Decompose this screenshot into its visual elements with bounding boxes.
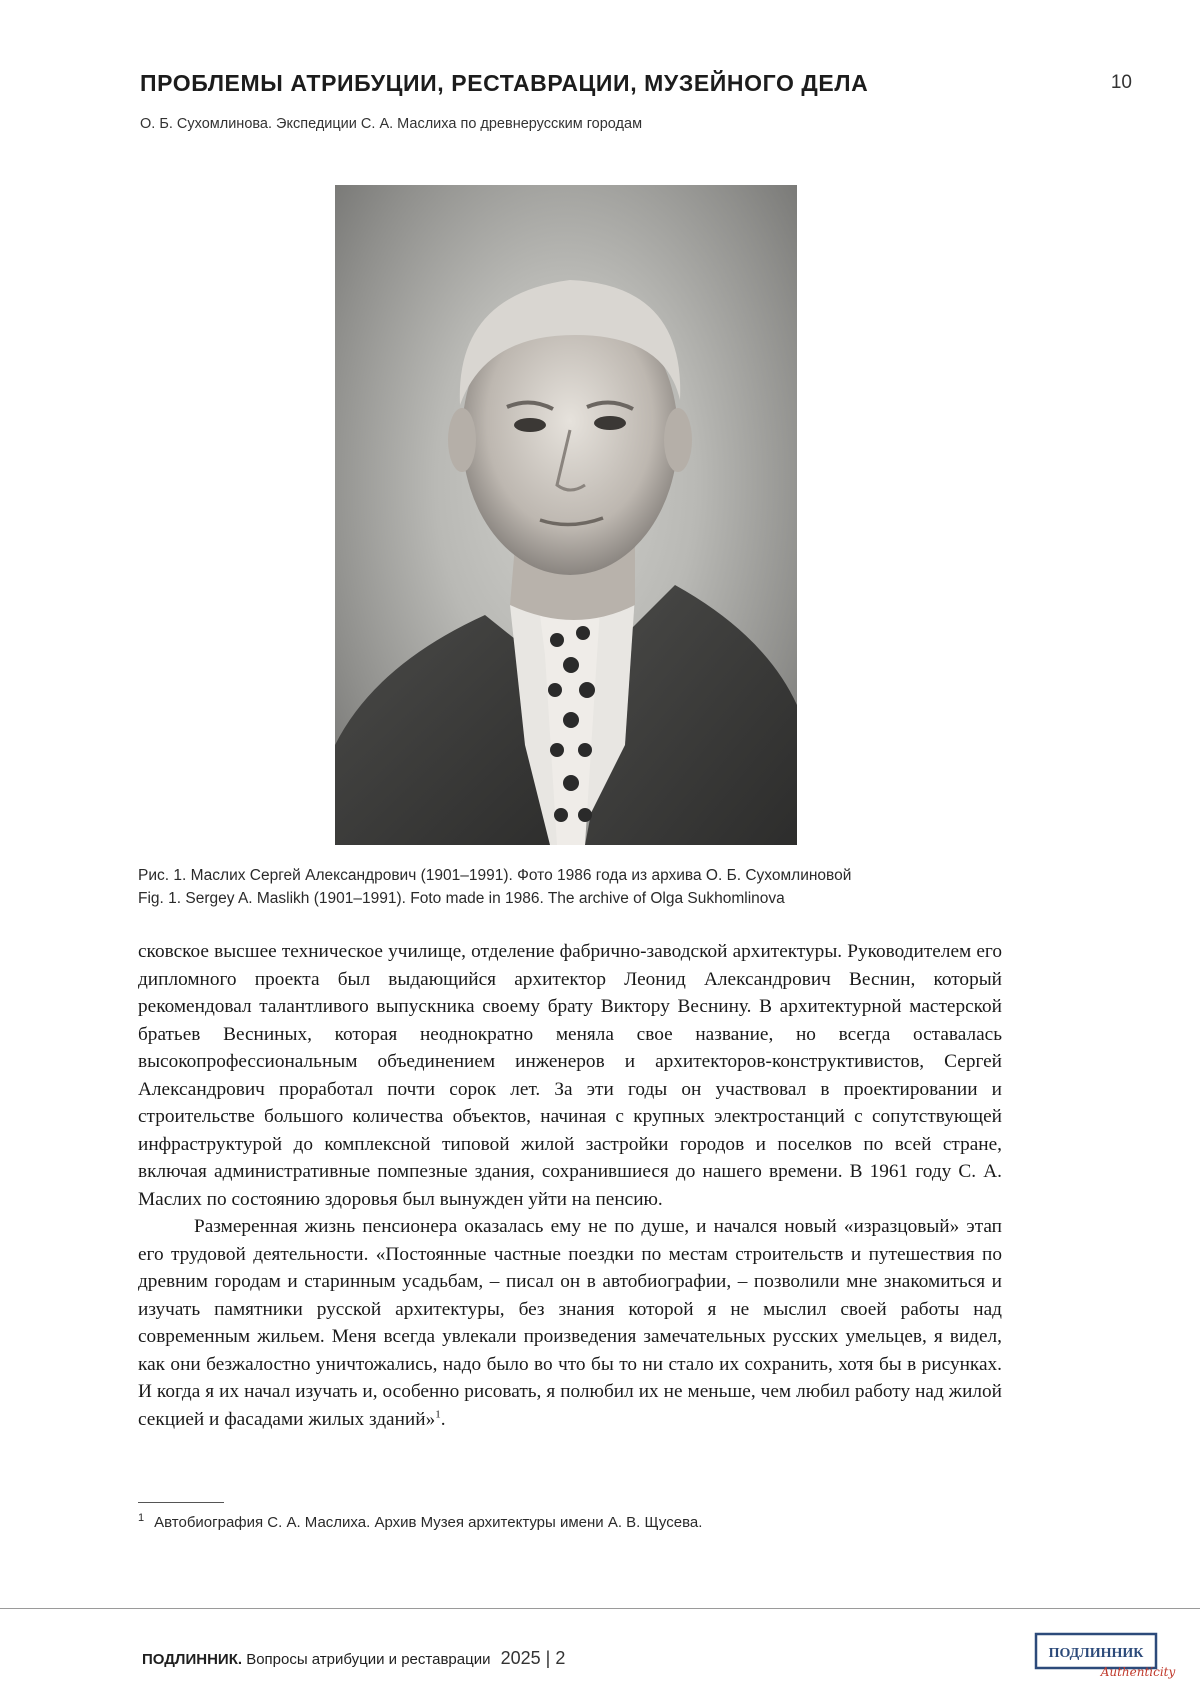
- figure-caption: [138, 864, 851, 910]
- footnote-divider: [138, 1502, 224, 1503]
- footer-divider: [0, 1608, 1200, 1609]
- caption-ru: Рис. 1. Маслих Сергей Александрович (1901–1991). Фото 1986 года из архива О. Б. Сухомлиновой: [138, 867, 852, 884]
- paragraph: сковское высшее техническое училище, отделение фабрично-заводской архитектуры. Руководителем его дипломного проекта был выдающийся архитектор Леонид Александрович Веснин, который рекомендовал талантливого выпускника своему брату Виктору Веснину. В архитектурной мастерской братьев Весниных, которая неоднократно меняла свое название, но всегда оставалась высокопрофессиональным объединением инженеров и архитекторов-конструктивистов, Сергей Александрович проработал почти сорок лет. За эти годы он участвовал в проектировании и строительстве большого количества объектов, начиная с крупных электростанций с сопутствующей инфраструктурой до комплексной типовой жилой застройки городов и поселков по всей стране, включая административные помпезные здания, сохранившиеся до нашего времени. В 1961 году С. А. Маслих по состоянию здоровья был вынужден уйти на пенсию.: [138, 941, 1002, 1210]
- caption-en: Fig. 1. Sergey A. Maslikh (1901–1991). Foto made in 1986. The archive of Olga Sukhomlinova: [138, 890, 785, 907]
- footnote-number: 1: [138, 1512, 145, 1524]
- journal-subtitle: Вопросы атрибуции и реставрации: [246, 1651, 491, 1668]
- paragraph-text: Размеренная жизнь пенсионера оказалась ему не по душе, и начался новый «изразцовый» этап его трудовой деятельности. «Постоянные частные поездки по местам строительств и путешествия по древним городам и старинным усадьбам, – писал он в автобиографии, – позволили мне знакомиться и изучать памятники русской архитектуры, без знания которой я не мыслил своей работы над современным жильем. Меня всегда увлекали произведения замечательных русских умельцев, я видел, как они безжалостно уничтожались, надо было во что бы то ни стало их сохранить, хотя бы в рисунках. И когда я их начал изучать и, особенно рисовать, я полюбил их не меньше, чем любил работу над жилой секцией и фасадами жилых зданий»: [138, 1216, 1002, 1430]
- journal-issue: 2025 | 2: [500, 1648, 566, 1668]
- footnote: [138, 1512, 702, 1531]
- section-title: ПРОБЛЕМЫ АТРИБУЦИИ, РЕСТАВРАЦИИ, МУЗЕЙНОГО ДЕЛА: [140, 70, 869, 96]
- footnote-ref[interactable]: 1: [435, 1408, 441, 1421]
- logo-text: ПОДЛИННИК: [1048, 1646, 1144, 1661]
- footnote-text: Автобиография С. А. Маслиха. Архив Музея архитектуры имени А. В. Щусева.: [154, 1514, 703, 1531]
- journal-logo: [1034, 1632, 1176, 1679]
- journal-name: ПОДЛИННИК.: [142, 1651, 243, 1668]
- journal-footer: [142, 1648, 565, 1669]
- article-body: [138, 938, 1002, 1433]
- paragraph: Размеренная жизнь пенсионера оказалась ему не по душе, и начался новый «изразцовый» этап его трудовой деятельности. «Постоянные частные поездки по местам строительств и путешествия по древним городам и старинным усадьбам, – писал он в автобиографии, – позволили мне знакомиться и изучать памятники русской архитектуры, без знания которой я не мыслил своей работы над современным жильем. Меня всегда увлекали произведения замечательных русских умельцев, я видел, как они безжалостно уничтожались, надо было во что бы то ни стало их сохранить, хотя бы в рисунках. И когда я их начал изучать и, особенно рисовать, я полюбил их не меньше, чем любил работу над жилой секцией и фасадами жилых зданий»$^1$.: [138, 1216, 1002, 1430]
- page-number: 10: [1110, 72, 1132, 93]
- article-running-head: О. Б. Сухомлинова. Экспедиции С. А. Маслиха по древнерусским городам: [140, 116, 643, 132]
- logo-script: Authenticity: [1100, 1665, 1176, 1679]
- portrait-photo: [335, 185, 797, 845]
